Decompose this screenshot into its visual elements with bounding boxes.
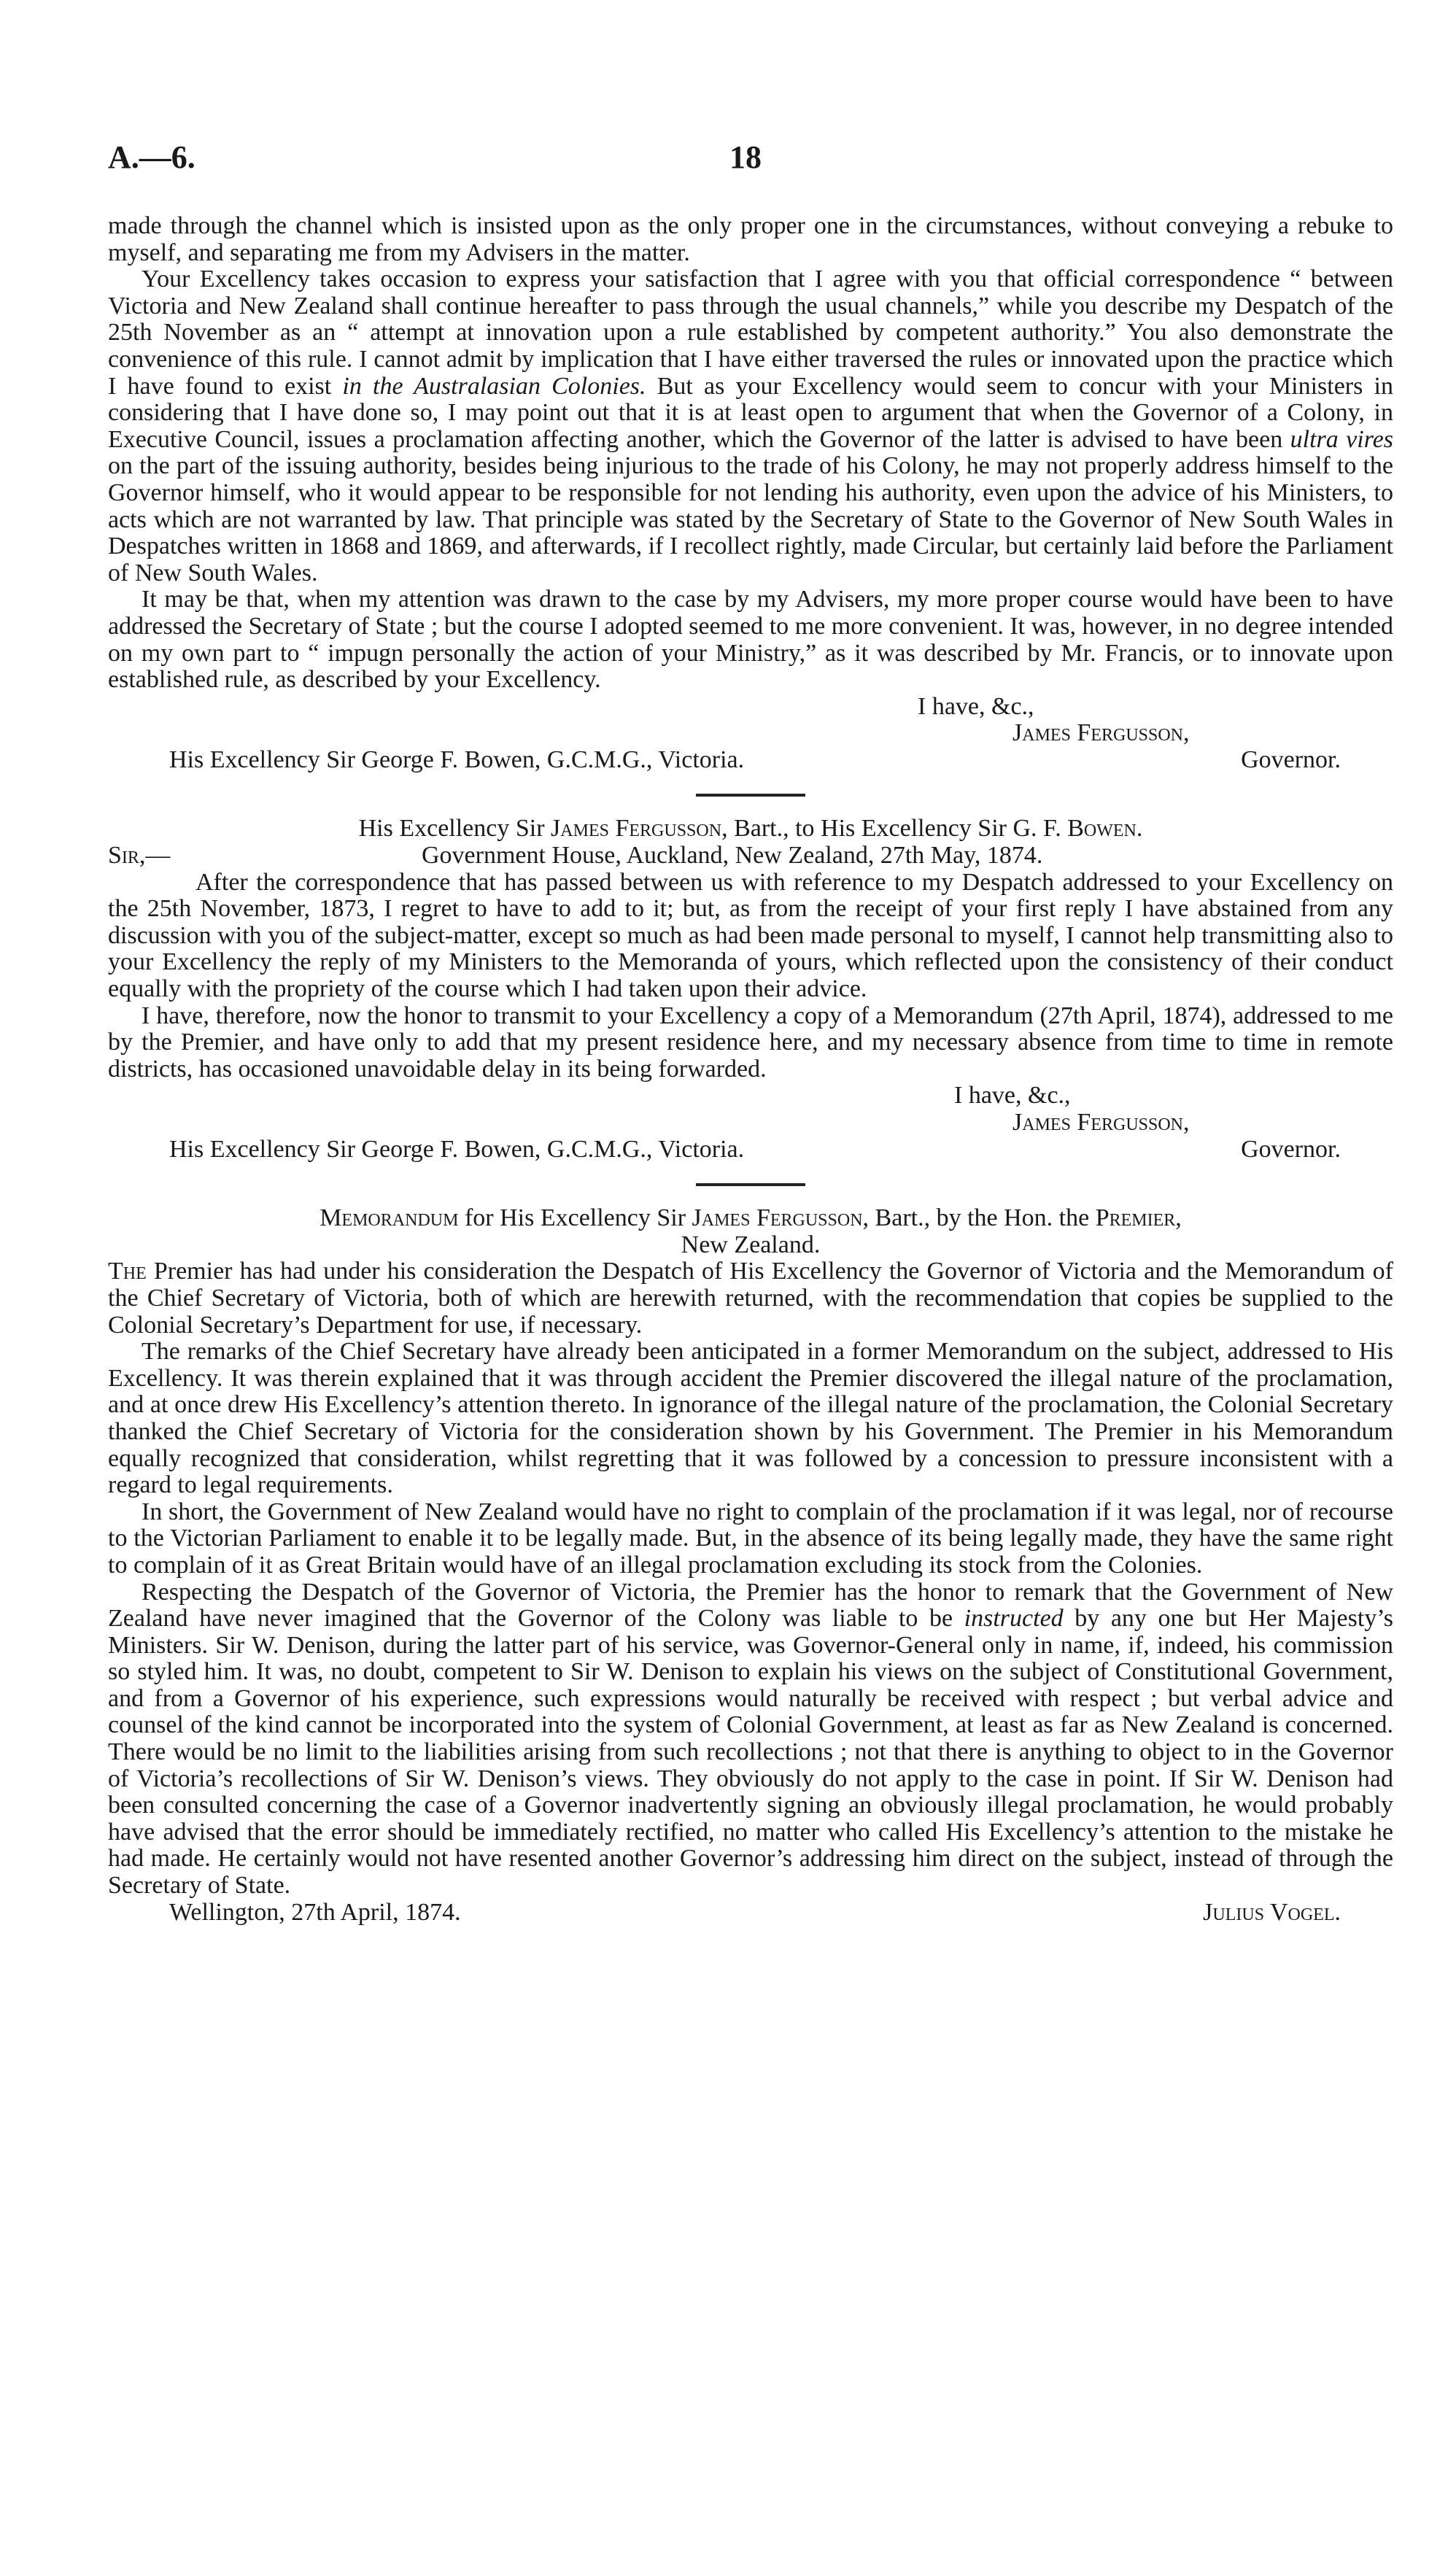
text-run: But as your Excellency would seem to concur with your Ministers in considering that I have done so, I may point out that it is at least open to argument that when the Governor of a Colony, in Executive Council, issues a proclamation affecting another, which the Governor of the latter is advised to have been <box>108 372 1393 453</box>
text-run: by any one but Her Majesty’s Ministers. Sir W. Denison, during the latter part of his service, was Governor-General only in name, if, indeed, his commission so styled him. It was, no doubt, competent to Sir W. Denison to explain his views on the subject of Constitutional Government, and from a Governor of his experience, such expressions would naturally be received with respect ; but verbal advice and counsel of the kind cannot be incorporated into the system of Colonial Government, at least as far as New Zealand is concerned. There would be no limit to the liabilities arising from such recollections ; not that there is anything to object to in the Governor of Victoria’s recollections of Sir W. Denison’s views. They obviously do not apply to the case in point. If Sir W. Denison had been consulted concerning the case of a Governor inadvertently signing an obviously illegal proclamation, he would probably have advised that the error should be immediately rectified, no matter who called His Excellency’s attention to the mistake he had made. He certainly would not have resented another Governor’s addressing him direct on the subject, instead of through the Secretary of State. <box>108 1605 1394 1900</box>
memorandum-paragraph-4 <box>108 1579 1393 1900</box>
text-run: Your Excellency takes occasion to express your satisfaction that I agree with you that official correspondence “ between Victoria and New Zealand shall continue hereafter to pass through the usual channels,” while you describe my Despatch of the 25th November as an “ attempt at innovation upon a rule established by competent authority.” You also demonstrate the convenience of this rule. I cannot admit by implication that I have either traversed the rules or innovated upon the practice which I have found to exist <box>108 266 1393 400</box>
signer-name: James Fergusson, <box>1012 719 1190 747</box>
memorandum-paragraph-2: The remarks of the Chief Secretary have already been anticipated in a former Memorandum on the subject, addressed to His Excellency. It was therein explained that it was through accident the Premier discovered the illegal nature of the proclamation, and at once drew His Excellency’s attention thereto. In ignorance of the illegal nature of the proclamation, the Colonial Secretary thanked the Chief Secretary of Victoria for the consideration shown by his Government. The Premier in his Memorandum equally recognized that consideration, whilst regretting that it was followed by a concession to pressure inconsistent with a regard to legal requirements. <box>108 1338 1393 1499</box>
italic-run: in the Australasian Colonies. <box>342 372 646 400</box>
text-run: Memorandum <box>320 1204 459 1232</box>
place-date: Wellington, 27th April, 1874. <box>169 1898 461 1926</box>
memorandum-paragraph-1 <box>108 1258 1393 1339</box>
memorandum-paragraph-3: In short, the Government of New Zealand would have no right to complain of the proclamation if it was legal, nor of recourse to the Victorian Parliament to enable it to be legally made. But, in the absence of its being legally made, they have the same right to complain of it as Great Britain would have of an illegal proclamation excluding its stock from the Colonies. <box>108 1498 1393 1579</box>
place-date: Government House, Auckland, New Zealand, 27th May, 1874. <box>422 842 1043 870</box>
text-run: Bowen. <box>1067 815 1143 843</box>
text-run: The <box>108 1258 147 1285</box>
letter1-paragraph-3: It may be that, when my attention was drawn to the case by my Advisers, my more proper course would have been to have addressed the Secretary of State ; but the course I adopted seemed to me more convenient. It was, however, in no degree intended on my own part to “ impugn personally the action of your Ministry,” as it was described by Mr. Francis, or to innovate upon established rule, as described by your Excellency. <box>108 586 1393 694</box>
letter1-closing-block <box>108 694 1393 774</box>
closing-phrase: I have, &c., <box>918 692 1034 720</box>
signer-name: James Fergusson, <box>1012 1109 1190 1136</box>
text-run: James Fergusson <box>551 815 722 843</box>
text-run: His Excellency Sir <box>358 815 551 843</box>
text-run: Premier has had under his consideration the Despatch of His Excellency the Governor of Victoria and the Memorandum of the Chief Secretary of Victoria, both of which are herewith returned, with the recommendation that copies be supplied to the Colonial Secretary’s Department for use, if necessary. <box>108 1258 1393 1339</box>
italic-run: instructed <box>964 1605 1064 1633</box>
text-run: Premier, <box>1095 1204 1182 1232</box>
text-run: on the part of the issuing authority, besides being injurious to the trade of his Colony, he may not properly address himself to the Governor himself, who it would appear to be responsible for not lending his authority, even upon the advice of his Ministers, to acts which are not warranted by law. That principle was stated by the Secretary of State to the Governor of New South Wales in Despatches written in 1868 and 1869, and afterwards, if I recollect rightly, made Circular, but certainly laid before the Parliament of New South Wales. <box>108 452 1393 586</box>
text-run: for His Excellency Sir <box>458 1204 692 1232</box>
text-run: New Zealand. <box>681 1231 821 1258</box>
salutation-row <box>108 843 1393 870</box>
letter1-paragraph-2 <box>108 266 1393 586</box>
addressee-row <box>108 747 1393 774</box>
addressee: His Excellency Sir George F. Bowen, G.C.M.G., Victoria. <box>169 1135 745 1163</box>
document-reference: A.—6. <box>108 139 195 175</box>
text-run: , Bart., to His Excellency Sir G. F. <box>721 815 1068 843</box>
text-run: Respecting the Despatch of the Governor of Victoria, the Premier has the honor to remark that the Government of New Zealand have never imagined that the Governor of the Colony was liable to be <box>108 1578 1393 1633</box>
page-number: 18 <box>729 139 762 175</box>
signer-role: Governor. <box>1241 746 1341 773</box>
addressee: His Excellency Sir George F. Bowen, G.C.M.G., Victoria. <box>169 746 745 773</box>
letter1-paragraph-1: made through the channel which is insisted upon as the only proper one in the circumstances, without conveying a rebuke to myself, and separating me from my Advisers in the matter. <box>108 212 1393 266</box>
letter2-closing-block <box>108 1083 1393 1163</box>
signer-role: Governor. <box>1241 1135 1341 1163</box>
salutation: Sir,— <box>108 842 171 870</box>
closing-phrase: I have, &c., <box>954 1082 1071 1110</box>
memorandum-title <box>108 1205 1393 1258</box>
addressee-row <box>108 1137 1393 1164</box>
document-body <box>108 213 1393 1926</box>
memorandum-signature-row <box>108 1900 1393 1927</box>
letter2-paragraph-2: I have, therefore, now the honor to transmit to your Excellency a copy of a Memorandum (27th April, 1874), addressed to me by the Premier, and have only to add that my present residence here, and my necessary absence from time to time in remote districts, has occasioned unavoidable delay in its being forwarded. <box>108 1002 1393 1083</box>
italic-run: ultra vires <box>1290 425 1394 453</box>
section-divider <box>696 1183 805 1186</box>
letter2-title <box>108 816 1393 843</box>
text-run: James Fergusson <box>692 1204 863 1232</box>
letter2-paragraph-1: After the correspondence that has passed between us with reference to my Despatch addressed to your Excellency on the 25th November, 1873, I regret to have to add to it; but, as from the receipt of your first reply I have abstained from any discussion with you of the subject-matter, except so much as had been made personal to myself, I cannot help transmitting also to your Excellency the reply of my Ministers to the Memoranda of yours, which reflected upon the consistency of their conduct equally with the propriety of the course which I had taken upon their advice. <box>108 868 1393 1003</box>
text-run: , Bart., by the Hon. the <box>862 1204 1096 1232</box>
signer-name: Julius Vogel. <box>1203 1898 1341 1926</box>
section-divider <box>696 794 805 797</box>
